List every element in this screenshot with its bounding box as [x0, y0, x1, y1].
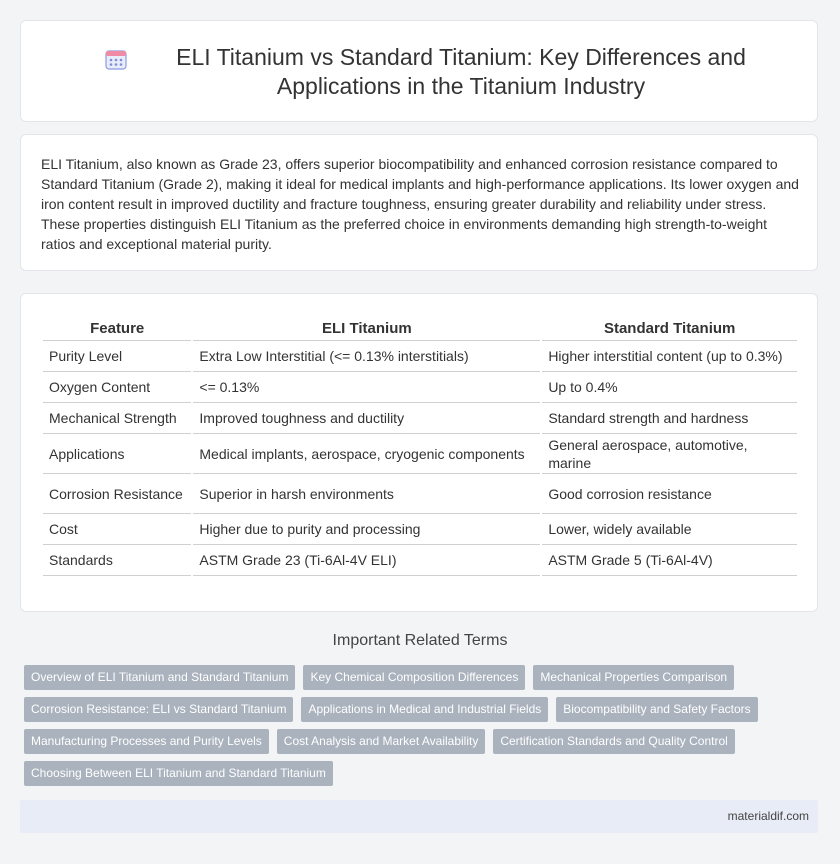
table-row	[43, 372, 797, 403]
table-cell-feature: Applications	[43, 434, 191, 474]
table-cell-standard: Good corrosion resistance	[542, 474, 797, 514]
related-term-tag[interactable]: Manufacturing Processes and Purity Levels	[24, 729, 269, 754]
table-cell-eli: Medical implants, aerospace, cryogenic components	[193, 434, 540, 474]
table-cell-feature: Oxygen Content	[43, 372, 191, 403]
table-cell-feature: Standards	[43, 545, 191, 576]
table-cell-standard: Up to 0.4%	[542, 372, 797, 403]
intro-card	[20, 134, 818, 271]
intro-paragraph: ELI Titanium, also known as Grade 23, offers superior biocompatibility and enhanced corrosion resistance compared to Standard Titanium (Grade 2), making it ideal for medical implants and high-performance applications. Its lower oxygen and iron content result in improved ductility and fracture toughness, ensuring greater durability and reliability under stress. These properties distinguish ELI Titanium as the preferred choice in environments demanding high strength-to-weight ratios and exceptional material purity.	[41, 156, 799, 252]
table-row	[43, 403, 797, 434]
footer-site-link[interactable]: materialdif.com	[727, 809, 809, 823]
table-cell-feature: Corrosion Resistance	[43, 474, 191, 514]
table-row	[43, 434, 797, 474]
related-terms-list	[24, 665, 804, 793]
calendar-icon	[105, 48, 127, 70]
related-term-tag[interactable]: Overview of ELI Titanium and Standard Titanium	[24, 665, 295, 690]
table-cell-feature: Cost	[43, 514, 191, 545]
title-card	[20, 20, 818, 122]
table-cell-feature: Mechanical Strength	[43, 403, 191, 434]
related-term-tag[interactable]: Key Chemical Composition Differences	[303, 665, 525, 690]
table-cell-standard: Higher interstitial content (up to 0.3%)	[542, 341, 797, 372]
table-cell-eli: Superior in harsh environments	[193, 474, 540, 514]
related-term-tag[interactable]: Corrosion Resistance: ELI vs Standard Titanium	[24, 697, 293, 722]
related-term-tag[interactable]: Choosing Between ELI Titanium and Standard Titanium	[24, 761, 333, 786]
table-cell-eli: Higher due to purity and processing	[193, 514, 540, 545]
footer-bar	[20, 800, 818, 833]
table-header-row	[43, 316, 797, 341]
related-term-tag[interactable]: Certification Standards and Quality Control	[493, 729, 734, 754]
column-header-feature: Feature	[43, 316, 191, 341]
related-term-tag[interactable]: Applications in Medical and Industrial Fields	[301, 697, 548, 722]
table-row	[43, 474, 797, 514]
table-cell-standard: ASTM Grade 5 (Ti-6Al-4V)	[542, 545, 797, 576]
comparison-table-card	[20, 293, 818, 612]
column-header-standard: Standard Titanium	[542, 316, 797, 341]
comparison-table	[41, 316, 799, 576]
page-title: ELI Titanium vs Standard Titanium: Key Differences and Applications in the Titanium Industry	[176, 44, 746, 99]
table-cell-standard: Lower, widely available	[542, 514, 797, 545]
related-terms-heading: Important Related Terms	[332, 632, 508, 649]
table-cell-eli: Improved toughness and ductility	[193, 403, 540, 434]
table-cell-standard: Standard strength and hardness	[542, 403, 797, 434]
table-cell-eli: <= 0.13%	[193, 372, 540, 403]
table-row	[43, 514, 797, 545]
related-term-tag[interactable]: Biocompatibility and Safety Factors	[556, 697, 757, 722]
table-cell-standard: General aerospace, automotive, marine	[542, 434, 797, 474]
table-cell-eli: ASTM Grade 23 (Ti-6Al-4V ELI)	[193, 545, 540, 576]
column-header-eli: ELI Titanium	[193, 316, 540, 341]
table-row	[43, 341, 797, 372]
related-term-tag[interactable]: Cost Analysis and Market Availability	[277, 729, 486, 754]
table-cell-feature: Purity Level	[43, 341, 191, 372]
table-row	[43, 545, 797, 576]
table-cell-eli: Extra Low Interstitial (<= 0.13% interstitials)	[193, 341, 540, 372]
related-term-tag[interactable]: Mechanical Properties Comparison	[533, 665, 734, 690]
